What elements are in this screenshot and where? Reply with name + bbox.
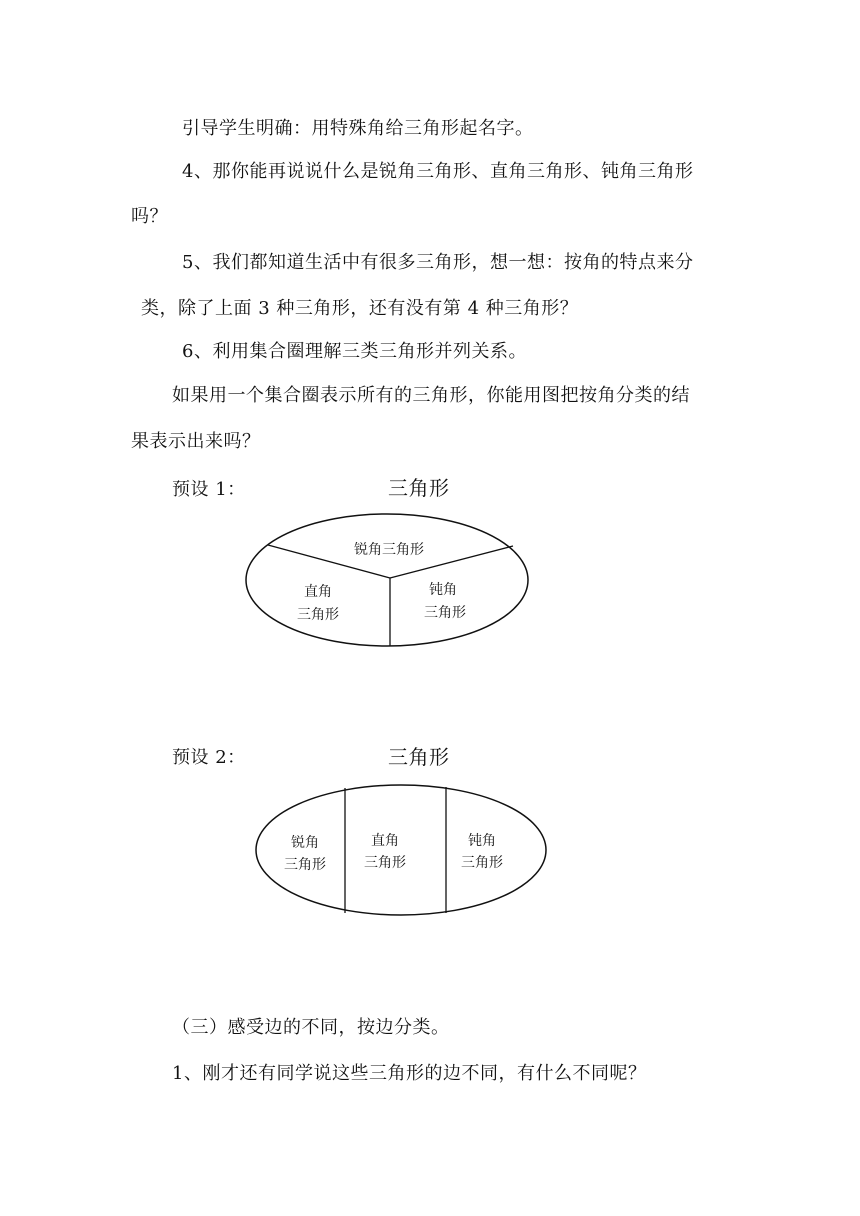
- paragraph-set-circle-line2: 果表示出来吗？: [131, 431, 261, 452]
- paragraph-question-4-line1: 4、那你能再说说什么是锐角三角形、直角三角形、钝角三角形: [182, 161, 694, 182]
- paragraph-guide: 引导学生明确：用特殊角给三角形起名字。: [182, 118, 534, 139]
- preset-2-right-label-1: 直角: [371, 833, 399, 849]
- preset-2-obtuse-label-1: 钝角: [468, 833, 496, 849]
- paragraph-question-5-line1: 5、我们都知道生活中有很多三角形，想一想：按角的特点来分: [182, 252, 694, 273]
- preset-2-right-label-2: 三角形: [364, 855, 406, 871]
- preset-2-label: 预设 2：: [172, 747, 246, 768]
- preset-1-right-label-2: 三角形: [297, 607, 339, 623]
- preset-1-obtuse-label-1: 钝角: [429, 582, 457, 598]
- preset-1-right-label-1: 直角: [304, 584, 332, 600]
- paragraph-set-circle-line1: 如果用一个集合圈表示所有的三角形，你能用图把按角分类的结: [172, 385, 690, 406]
- preset-1-obtuse-label-2: 三角形: [424, 605, 466, 621]
- paragraph-section-3-question-1: 1、刚才还有同学说这些三角形的边不同，有什么不同呢？: [172, 1063, 647, 1084]
- paragraph-question-5-line2: 类，除了上面 3 种三角形，还有没有第 4 种三角形？: [141, 298, 579, 319]
- section-3-heading: （三）感受边的不同，按边分类。: [172, 1017, 450, 1038]
- preset-2-title: 三角形: [388, 745, 450, 769]
- preset-1-title: 三角形: [388, 476, 450, 500]
- preset-2-acute-label-1: 锐角: [291, 835, 319, 851]
- paragraph-question-4-line2: 吗？: [131, 206, 168, 227]
- preset-2-acute-label-2: 三角形: [284, 857, 326, 873]
- preset-1-acute-label: 锐角三角形: [354, 542, 424, 558]
- paragraph-question-6: 6、利用集合圈理解三类三角形并列关系。: [182, 341, 527, 362]
- preset-1-label: 预设 1：: [172, 479, 246, 500]
- preset-2-obtuse-label-2: 三角形: [461, 855, 503, 871]
